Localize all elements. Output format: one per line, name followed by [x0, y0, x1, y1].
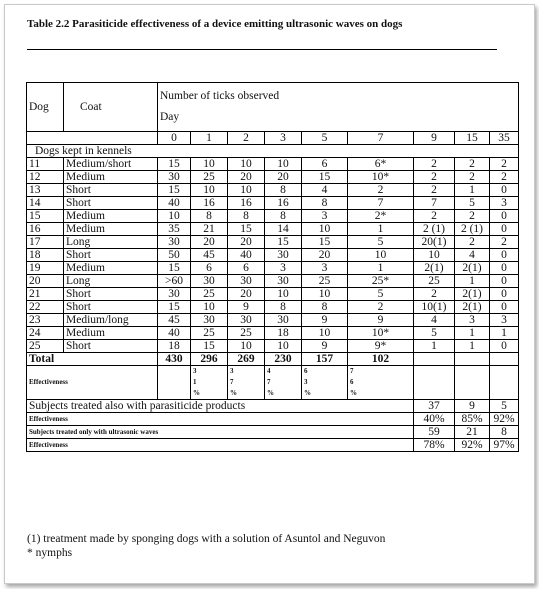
title-rule — [27, 49, 497, 50]
parasiticide-effectiveness-row-value: 85% — [455, 413, 490, 426]
table-row — [27, 301, 519, 314]
empty-cell — [158, 366, 191, 400]
tick-count-cell: 2 — [490, 171, 519, 184]
tick-count-cell: 16 — [191, 197, 228, 210]
coat-cell: Long — [64, 275, 158, 288]
effectiveness-char: % — [304, 389, 311, 397]
tick-count-cell: 9 — [348, 314, 414, 327]
tick-count-cell: 4 — [302, 184, 348, 197]
ticks-table — [26, 82, 519, 452]
tick-count-cell: 15 — [302, 236, 348, 249]
tick-count-cell: 2 — [455, 171, 490, 184]
ultrasonic-effectiveness-row-label: Effectiveness — [27, 439, 414, 452]
tick-count-cell: 15 — [158, 158, 191, 171]
tick-count-cell: 9 — [228, 301, 265, 314]
tick-count-cell: 25 — [191, 288, 228, 301]
tick-count-cell: 2 (1) — [414, 223, 455, 236]
tick-count-cell: 2(1) — [455, 262, 490, 275]
tick-count-cell: 6* — [348, 158, 414, 171]
tick-count-cell: 15 — [228, 223, 265, 236]
tick-count-cell: 9 — [302, 314, 348, 327]
effectiveness-char: % — [267, 389, 274, 397]
coat-cell: Short — [64, 301, 158, 314]
tick-count-cell: 1 — [455, 327, 490, 340]
tick-count-cell: 9* — [348, 340, 414, 353]
day-header: 1 — [191, 132, 228, 145]
tick-count-cell: 35 — [158, 223, 191, 236]
effectiveness-char: 4 — [267, 367, 271, 375]
tick-count-cell: 2 — [455, 236, 490, 249]
tick-count-cell: 10 — [191, 301, 228, 314]
table-row — [27, 197, 519, 210]
group-label: Dogs kept in kennels — [27, 145, 519, 158]
tick-count-cell: 20 — [265, 171, 302, 184]
tick-count-cell: 8 — [228, 210, 265, 223]
dog-id-cell: 11 — [27, 158, 64, 171]
tick-count-cell: 40 — [228, 249, 265, 262]
tick-count-cell: 25 — [191, 327, 228, 340]
footnote: * nymphs — [27, 547, 73, 559]
dog-id-cell: 24 — [27, 327, 64, 340]
tick-count-cell: 20(1) — [414, 236, 455, 249]
effectiveness-cell — [228, 366, 265, 400]
dog-id-cell: 20 — [27, 275, 64, 288]
tick-count-cell: 2 — [490, 236, 519, 249]
tick-count-cell: 6 — [302, 158, 348, 171]
tick-count-cell: 10 — [302, 223, 348, 236]
coat-cell: Medium — [64, 327, 158, 340]
empty-cell — [455, 353, 490, 366]
table-row — [27, 158, 519, 171]
coat-cell: Short — [64, 340, 158, 353]
dog-id-cell: 19 — [27, 262, 64, 275]
coat-cell: Medium — [64, 223, 158, 236]
dog-id-cell: 18 — [27, 249, 64, 262]
tick-count-cell: 7 — [414, 197, 455, 210]
table-row — [27, 171, 519, 184]
tick-count-cell: 15 — [158, 301, 191, 314]
tick-count-cell: 2 — [490, 158, 519, 171]
tick-count-cell: 10 — [228, 184, 265, 197]
tick-count-cell: 0 — [490, 249, 519, 262]
tick-count-cell: 30 — [158, 288, 191, 301]
tick-count-cell: 10* — [348, 171, 414, 184]
effectiveness-char: 7 — [230, 378, 234, 386]
tick-count-cell: 2 — [414, 210, 455, 223]
dog-id-cell: 14 — [27, 197, 64, 210]
tick-count-cell: 20 — [191, 236, 228, 249]
total-label: Total — [27, 353, 158, 366]
tick-count-cell: 10 — [158, 210, 191, 223]
ultrasonic-row-value: 8 — [490, 426, 519, 439]
ultrasonic-row-value: 59 — [414, 426, 455, 439]
tick-count-cell: 50 — [158, 249, 191, 262]
tick-count-cell: 2 — [348, 184, 414, 197]
coat-cell: Medium — [64, 210, 158, 223]
tick-count-cell: 30 — [191, 275, 228, 288]
tick-count-cell: 5 — [414, 327, 455, 340]
tick-count-cell: 15 — [191, 340, 228, 353]
table-row — [27, 236, 519, 249]
tick-count-cell: 25* — [348, 275, 414, 288]
tick-count-cell: 1 — [348, 223, 414, 236]
tick-count-cell: 1 — [490, 327, 519, 340]
tick-count-cell: 30 — [158, 236, 191, 249]
empty-cell — [414, 366, 455, 400]
total-cell: 296 — [191, 353, 228, 366]
effectiveness-char: % — [230, 389, 237, 397]
tick-count-cell: 16 — [228, 197, 265, 210]
tick-count-cell: 30 — [265, 275, 302, 288]
ultrasonic-row-label: Subjects treated only with ultrasonic waves — [27, 426, 414, 439]
tick-count-cell: 2 (1) — [455, 223, 490, 236]
day-header: 5 — [302, 132, 348, 145]
tick-count-cell: 40 — [158, 327, 191, 340]
coat-cell: Short — [64, 197, 158, 210]
tick-count-cell: 20 — [302, 249, 348, 262]
tick-count-cell: 3 — [302, 210, 348, 223]
tick-count-cell: 6 — [191, 262, 228, 275]
coat-cell: Short — [64, 184, 158, 197]
tick-count-cell: 1 — [348, 262, 414, 275]
tick-count-cell: 8 — [302, 197, 348, 210]
tick-count-cell: 3 — [490, 197, 519, 210]
tick-count-cell: 3 — [455, 314, 490, 327]
table-row — [27, 275, 519, 288]
tick-count-cell: 25 — [302, 275, 348, 288]
empty-cell — [455, 366, 490, 400]
tick-count-cell: 1 — [455, 275, 490, 288]
tick-count-cell: 10 — [228, 340, 265, 353]
dog-id-cell: 22 — [27, 301, 64, 314]
tick-count-cell: 18 — [158, 340, 191, 353]
tick-count-cell: 25 — [414, 275, 455, 288]
table-row — [27, 210, 519, 223]
tick-count-cell: 10 — [302, 288, 348, 301]
parasiticide-effectiveness-row-label: Effectiveness — [27, 413, 414, 426]
tick-count-cell: 8 — [265, 210, 302, 223]
effectiveness-char: 3 — [304, 378, 308, 386]
tick-count-cell: 2 — [455, 158, 490, 171]
tick-count-cell: 30 — [191, 314, 228, 327]
coat-cell: Medium — [64, 171, 158, 184]
total-cell: 102 — [348, 353, 414, 366]
tick-count-cell: 20 — [228, 288, 265, 301]
tick-count-cell: 5 — [348, 288, 414, 301]
table-row — [27, 249, 519, 262]
tick-count-cell: 0 — [490, 275, 519, 288]
coat-header: Coat — [64, 83, 158, 132]
tick-count-cell: 30 — [228, 314, 265, 327]
tick-count-cell: 10 — [265, 288, 302, 301]
observed-label: Number of ticks observed — [160, 90, 280, 102]
effectiveness-char: 1 — [193, 378, 197, 386]
dog-id-cell: 16 — [27, 223, 64, 236]
parasiticide-effectiveness-row-value: 92% — [490, 413, 519, 426]
table-row — [27, 288, 519, 301]
day-header: 9 — [414, 132, 455, 145]
table-row — [27, 340, 519, 353]
tick-count-cell: 20 — [228, 171, 265, 184]
parasiticide-row-value: 5 — [490, 400, 519, 413]
tick-count-cell: 25 — [228, 327, 265, 340]
tick-count-cell: 40 — [158, 197, 191, 210]
tick-count-cell: 1 — [414, 340, 455, 353]
tick-count-cell: 10 — [191, 158, 228, 171]
table-row — [27, 327, 519, 340]
day-header: 3 — [265, 132, 302, 145]
parasiticide-effectiveness-row — [27, 413, 519, 426]
table-title: Table 2.2 Parasiticide effectiveness of a device emitting ultrasonic waves on dogs — [27, 18, 403, 30]
table-row — [27, 314, 519, 327]
tick-count-cell: 25 — [191, 171, 228, 184]
tick-count-cell: 0 — [490, 340, 519, 353]
day-header: 35 — [490, 132, 519, 145]
tick-count-cell: 20 — [228, 236, 265, 249]
day-header: 7 — [348, 132, 414, 145]
tick-count-cell: 16 — [265, 197, 302, 210]
tick-count-cell: 3 — [490, 314, 519, 327]
ultrasonic-row — [27, 426, 519, 439]
dog-id-cell: 23 — [27, 314, 64, 327]
tick-count-cell: 18 — [265, 327, 302, 340]
tick-count-cell: 4 — [455, 249, 490, 262]
dog-id-cell: 13 — [27, 184, 64, 197]
coat-cell: Short — [64, 288, 158, 301]
tick-count-cell: 10 — [265, 340, 302, 353]
dog-id-cell: 17 — [27, 236, 64, 249]
tick-count-cell: 0 — [490, 288, 519, 301]
tick-count-cell: 3 — [302, 262, 348, 275]
tick-count-cell: 0 — [490, 223, 519, 236]
footnotes — [27, 532, 385, 560]
parasiticide-effectiveness-row-value: 40% — [414, 413, 455, 426]
tick-count-cell: 2 — [348, 301, 414, 314]
coat-cell: Long — [64, 236, 158, 249]
effectiveness-char: % — [350, 389, 357, 397]
tick-count-cell: 5 — [455, 197, 490, 210]
tick-count-cell: 10 — [191, 184, 228, 197]
tick-count-cell: 7 — [348, 197, 414, 210]
tick-count-cell: 30 — [265, 249, 302, 262]
dog-id-cell: 15 — [27, 210, 64, 223]
parasiticide-row-value: 37 — [414, 400, 455, 413]
tick-count-cell: 2 — [414, 184, 455, 197]
table-row — [27, 262, 519, 275]
tick-count-cell: 2(1) — [455, 301, 490, 314]
table-row — [27, 184, 519, 197]
tick-count-cell: 14 — [265, 223, 302, 236]
tick-count-cell: 2 — [455, 210, 490, 223]
tick-count-cell: 2* — [348, 210, 414, 223]
tick-count-cell: 10(1) — [414, 301, 455, 314]
tick-count-cell: 5 — [348, 236, 414, 249]
total-cell: 430 — [158, 353, 191, 366]
empty-cell — [490, 366, 519, 400]
tick-count-cell: 2 — [414, 171, 455, 184]
tick-count-cell: 0 — [490, 184, 519, 197]
effectiveness-char: 7 — [350, 367, 354, 375]
total-cell: 269 — [228, 353, 265, 366]
tick-count-cell: >60 — [158, 275, 191, 288]
tick-count-cell: 10* — [348, 327, 414, 340]
tick-count-cell: 6 — [228, 262, 265, 275]
tick-count-cell: 45 — [191, 249, 228, 262]
tick-count-cell: 30 — [228, 275, 265, 288]
total-cell: 157 — [302, 353, 348, 366]
header-spacer — [27, 132, 158, 145]
tick-count-cell: 10 — [265, 158, 302, 171]
tick-count-cell: 0 — [490, 210, 519, 223]
coat-cell: Medium/long — [64, 314, 158, 327]
tick-count-cell: 2 — [414, 288, 455, 301]
effectiveness-char: % — [193, 389, 200, 397]
effectiveness-char: 3 — [193, 367, 197, 375]
day-header: 0 — [158, 132, 191, 145]
day-header: 15 — [455, 132, 490, 145]
effectiveness-cell — [265, 366, 302, 400]
tick-count-cell: 15 — [302, 171, 348, 184]
tick-count-cell: 2(1) — [414, 262, 455, 275]
tick-count-cell: 8 — [191, 210, 228, 223]
dog-id-cell: 12 — [27, 171, 64, 184]
ultrasonic-row-value: 21 — [455, 426, 490, 439]
effectiveness-char: 6 — [350, 378, 354, 386]
effectiveness-cell — [302, 366, 348, 400]
tick-count-cell: 45 — [158, 314, 191, 327]
tick-count-cell: 0 — [490, 262, 519, 275]
dog-id-cell: 25 — [27, 340, 64, 353]
coat-cell: Short — [64, 249, 158, 262]
tick-count-cell: 8 — [302, 301, 348, 314]
tick-count-cell: 8 — [265, 301, 302, 314]
effectiveness-char: 3 — [230, 367, 234, 375]
footnote: (1) treatment made by sponging dogs with a solution of Asuntol and Neguvon — [27, 533, 386, 545]
empty-cell — [490, 353, 519, 366]
tick-count-cell: 2 — [414, 158, 455, 171]
tick-count-cell: 0 — [490, 301, 519, 314]
effectiveness-cell — [191, 366, 228, 400]
parasiticide-row-label: Subjects treated also with parasiticide products — [27, 400, 414, 413]
tick-count-cell: 15 — [265, 236, 302, 249]
day-header: 2 — [228, 132, 265, 145]
effectiveness-char: 7 — [267, 378, 271, 386]
table-row — [27, 223, 519, 236]
effectiveness-row — [27, 366, 519, 400]
tick-count-cell: 2(1) — [455, 288, 490, 301]
coat-cell: Medium/short — [64, 158, 158, 171]
observed-header — [158, 83, 519, 132]
tick-count-cell: 10 — [414, 249, 455, 262]
day-label: Day — [160, 111, 180, 123]
effectiveness-char: 6 — [304, 367, 308, 375]
coat-cell: Medium — [64, 262, 158, 275]
effectiveness-label: Effectiveness — [27, 366, 158, 400]
tick-count-cell: 10 — [228, 158, 265, 171]
tick-count-cell: 8 — [265, 184, 302, 197]
tick-count-cell: 1 — [455, 340, 490, 353]
tick-count-cell: 1 — [455, 184, 490, 197]
ultrasonic-effectiveness-row-value: 78% — [414, 439, 455, 452]
tick-count-cell: 9 — [302, 340, 348, 353]
tick-count-cell: 3 — [265, 262, 302, 275]
dog-id-cell: 21 — [27, 288, 64, 301]
parasiticide-row-value: 9 — [455, 400, 490, 413]
tick-count-cell: 10 — [348, 249, 414, 262]
tick-count-cell: 21 — [191, 223, 228, 236]
tick-count-cell: 30 — [265, 314, 302, 327]
total-row — [27, 353, 519, 366]
parasiticide-row — [27, 400, 519, 413]
effectiveness-cell — [348, 366, 414, 400]
tick-count-cell: 4 — [414, 314, 455, 327]
ultrasonic-effectiveness-row — [27, 439, 519, 452]
tick-count-cell: 10 — [302, 327, 348, 340]
ultrasonic-effectiveness-row-value: 97% — [490, 439, 519, 452]
tick-count-cell: 15 — [158, 184, 191, 197]
tick-count-cell: 15 — [158, 262, 191, 275]
total-cell: 230 — [265, 353, 302, 366]
dog-header: Dog — [27, 83, 64, 132]
tick-count-cell: 30 — [158, 171, 191, 184]
empty-cell — [414, 353, 455, 366]
ultrasonic-effectiveness-row-value: 92% — [455, 439, 490, 452]
